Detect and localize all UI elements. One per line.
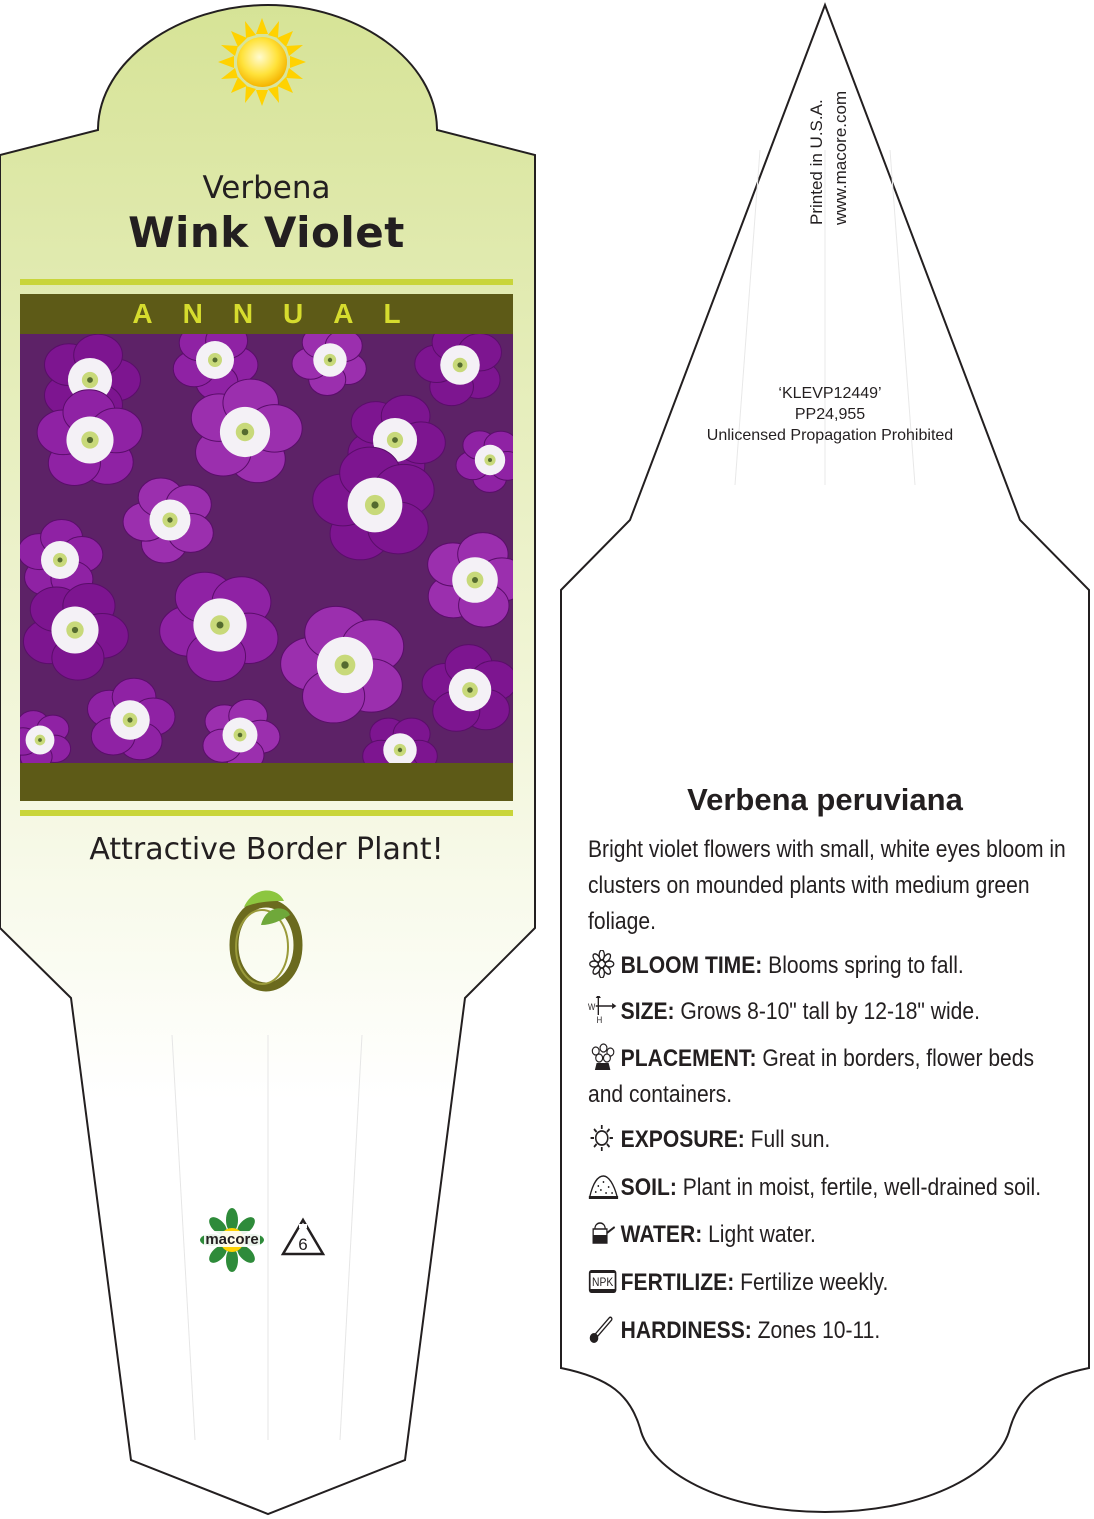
- thermometer-icon: [588, 1315, 619, 1343]
- care-size: [588, 994, 1070, 1030]
- plant-category: ANNUAL: [132, 298, 431, 329]
- care-fertilize: [588, 1265, 1070, 1301]
- size-arrows-icon: [588, 996, 619, 1024]
- care-label: SOIL:: [620, 1174, 677, 1201]
- care-text: Fertilize weekly.: [740, 1269, 889, 1296]
- patent-number: PP24,955: [794, 406, 866, 423]
- tagline: Attractive Border Plant!: [89, 832, 444, 867]
- care-text: Great in borders, flower beds and containers.: [588, 1045, 1035, 1108]
- care-hardiness: [588, 1313, 1070, 1349]
- svg-text:H: H: [596, 1014, 603, 1024]
- care-label: FERTILIZE:: [620, 1269, 735, 1296]
- care-label: PLACEMENT:: [620, 1045, 757, 1072]
- watering-can-icon: [588, 1219, 619, 1247]
- propagation-notice: Unlicensed Propagation Prohibited: [706, 427, 954, 444]
- care-text: Light water.: [708, 1221, 816, 1248]
- svg-text:W: W: [588, 1001, 596, 1013]
- care-text: Plant in moist, fertile, well-drained soil.: [682, 1174, 1042, 1201]
- care-label: SIZE:: [620, 998, 675, 1025]
- care-label: HARDINESS:: [620, 1317, 752, 1344]
- common-name: Verbena: [202, 170, 331, 206]
- soil-pile-icon: [588, 1172, 619, 1200]
- care-soil: [588, 1170, 1070, 1206]
- variety-name: Wink Violet: [128, 208, 405, 257]
- flower-icon: [588, 950, 619, 978]
- svg-text:NPK: NPK: [592, 1276, 614, 1290]
- plant-photo: [7, 323, 527, 786]
- website-text: www.macore.com: [831, 90, 850, 225]
- care-label: EXPOSURE:: [620, 1126, 745, 1153]
- sun-icon: [218, 18, 306, 106]
- sun-outline-icon: [588, 1124, 619, 1152]
- macore-logo-icon: [200, 1208, 264, 1272]
- care-label: WATER:: [620, 1221, 703, 1248]
- patent-info: [640, 383, 1020, 446]
- flower-cluster-icon: [588, 1043, 619, 1071]
- plant-description: Bright violet flowers with small, white eyes bloom in clusters on mounded plants with medium green foliage.: [588, 836, 1066, 935]
- svg-text:6: 6: [298, 1235, 308, 1254]
- care-label: BLOOM TIME:: [620, 952, 763, 979]
- care-text: Full sun.: [750, 1126, 831, 1153]
- care-text: Blooms spring to fall.: [768, 952, 964, 979]
- recycle-6-icon: [283, 1220, 323, 1254]
- care-text: Zones 10-11.: [757, 1317, 881, 1344]
- care-text: Grows 8-10" tall by 12-18" wide.: [680, 998, 980, 1025]
- care-bloom-time: [588, 948, 1070, 984]
- npk-icon: [588, 1267, 619, 1295]
- printed-in-text: Printed in U.S.A.: [807, 99, 826, 225]
- care-exposure: [588, 1122, 1070, 1158]
- scientific-name: Verbena peruviana: [687, 782, 963, 817]
- macore-logo-text: macore: [205, 1231, 259, 1248]
- care-placement: [588, 1041, 1070, 1113]
- cultivar-code: ‘KLEVP12449’: [778, 385, 882, 402]
- care-water: [588, 1217, 1070, 1253]
